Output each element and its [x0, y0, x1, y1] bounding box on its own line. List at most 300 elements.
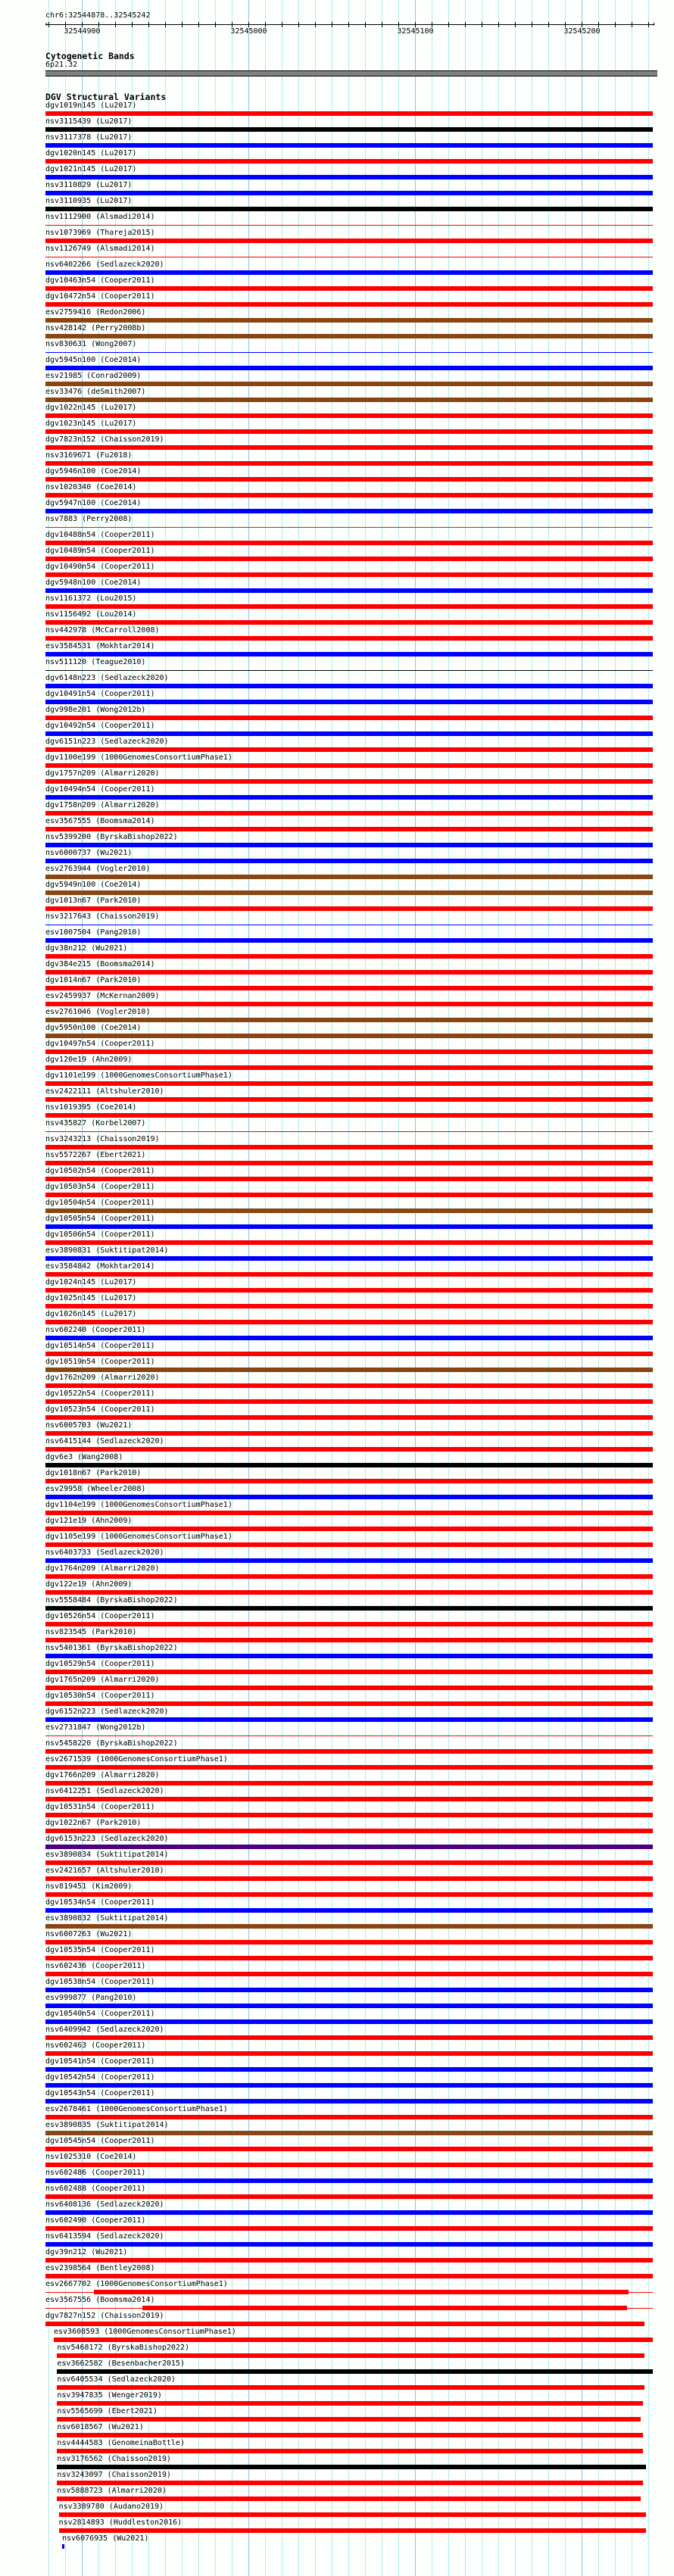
ruler-tick-label: 32545200	[563, 27, 601, 36]
variant-bar[interactable]	[45, 1161, 653, 1165]
variant-bar[interactable]	[45, 1368, 653, 1372]
variant-bar[interactable]	[45, 1654, 653, 1658]
variant-label: nsv7883 (Perry2008)	[45, 515, 133, 523]
variant-label: dgv120e19 (Ahn2009)	[45, 1056, 133, 1064]
variant-bar[interactable]	[45, 1131, 653, 1132]
variant-label: dgv1026n145 (Lu2017)	[45, 1310, 137, 1318]
variant-bar[interactable]	[59, 2512, 646, 2517]
variant-bar[interactable]	[94, 2290, 629, 2294]
variant-label: nsv3389780 (Audano2019)	[58, 2503, 164, 2511]
variant-label: dgv10504n54 (Cooper2011)	[45, 1199, 155, 1207]
ruler-tick	[348, 22, 349, 27]
ruler-tick	[132, 22, 133, 27]
variant-label: nsv1073969 (Thareja2015)	[45, 229, 155, 237]
variant-bar[interactable]	[45, 1527, 653, 1531]
variant-bar[interactable]	[45, 175, 653, 179]
variant-label: nsv1161372 (Lou2015)	[45, 594, 137, 603]
variant-label: nsv602240 (Cooper2011)	[45, 1326, 146, 1334]
variant-bar[interactable]	[45, 2242, 653, 2247]
variant-label: dgv1758n209 (Almarri2020)	[45, 801, 160, 809]
ruler-tick	[198, 22, 199, 27]
variant-label: nsv1020340 (Coe2014)	[45, 483, 137, 491]
variant-bar[interactable]	[57, 2417, 641, 2422]
variant-label: esv3584531 (Mokhtar2014)	[45, 642, 155, 650]
variant-bar[interactable]	[45, 2274, 653, 2278]
variant-bar[interactable]	[45, 2099, 653, 2104]
variant-label: nsv3217643 (Chaisson2019)	[45, 912, 160, 921]
variant-label: nsv602436 (Cooper2011)	[45, 1962, 146, 1970]
variant-label: dgv1023n145 (Lu2017)	[45, 419, 137, 428]
variant-bar[interactable]	[45, 1193, 653, 1197]
variant-label: nsv6402266 (Sedlazeck2020)	[45, 260, 164, 269]
variant-bar[interactable]	[45, 572, 653, 577]
variant-bar[interactable]	[45, 700, 653, 704]
variant-bar[interactable]	[45, 1256, 653, 1261]
variant-label: dgv10522n54 (Cooper2011)	[45, 1389, 155, 1398]
variant-bar[interactable]	[45, 541, 653, 545]
ruler-tick	[415, 22, 416, 27]
variant-label: nsv5468172 (ByrskaBishop2022)	[57, 2344, 189, 2352]
variant-bar[interactable]	[45, 527, 653, 528]
variant-bar[interactable]	[45, 1495, 653, 1499]
variant-label: esv2421657 (Altshuler2010)	[45, 1867, 164, 1875]
variant-bar[interactable]	[45, 588, 653, 593]
ruler-tick	[565, 22, 566, 27]
variant-label: esv3890835 (Suktitipat2014)	[45, 2121, 169, 2129]
variant-label: nsv1126749 (Alsmadi2014)	[45, 245, 155, 253]
variant-label: nsv5888723 (Almarri2020)	[57, 2487, 167, 2495]
variant-bar[interactable]	[45, 382, 653, 386]
variant-label: dgv5949n100 (Coe2014)	[45, 881, 142, 889]
variant-bar[interactable]	[45, 2163, 653, 2167]
variant-label: dgv1024n145 (Lu2017)	[45, 1278, 137, 1286]
variant-bar[interactable]	[45, 1018, 653, 1022]
variant-label: nsv442978 (McCarroll2008)	[45, 626, 160, 635]
variant-label: nsv1019395 (Coe2014)	[45, 1103, 137, 1112]
variant-label: dgv10489n54 (Cooper2011)	[45, 547, 155, 555]
variant-bar[interactable]	[45, 938, 653, 943]
variant-bar[interactable]	[45, 1113, 653, 1118]
variant-label: nsv602486 (Cooper2011)	[45, 2169, 146, 2177]
location-label: chr6:32544878..32545242	[45, 11, 151, 20]
variant-label: nsv602488 (Cooper2011)	[45, 2185, 146, 2193]
variant-bar[interactable]	[57, 2385, 644, 2390]
variant-bar[interactable]	[45, 111, 653, 116]
variant-bar[interactable]	[45, 2115, 653, 2119]
variant-label: dgv122e19 (Ahn2009)	[45, 1580, 133, 1589]
variant-label: nsv3176562 (Chaisson2019)	[57, 2455, 171, 2463]
variant-label: dgv10530n54 (Cooper2011)	[45, 1692, 155, 1700]
variant-label: nsv435827 (Korbel2007)	[45, 1119, 146, 1127]
variant-bar[interactable]	[45, 1399, 653, 1404]
variant-label: dgv10506n54 (Cooper2011)	[45, 1230, 155, 1239]
variant-label: nsv1025310 (Coe2014)	[45, 2153, 137, 2161]
variant-bar[interactable]	[45, 1352, 653, 1356]
variant-bar[interactable]	[45, 620, 653, 625]
variant-label: nsv3243097 (Chaisson2019)	[57, 2471, 171, 2479]
variant-label: dgv1025n145 (Lu2017)	[45, 1294, 137, 1302]
variant-bar[interactable]	[57, 2496, 641, 2501]
variant-bar[interactable]	[45, 239, 653, 243]
variant-label: dgv1021n145 (Lu2017)	[45, 165, 137, 173]
variant-bar[interactable]	[45, 207, 653, 211]
variant-bar[interactable]	[45, 1590, 653, 1595]
variant-label: nsv6413594 (Sedlazeck2020)	[45, 2232, 164, 2241]
variant-bar[interactable]	[45, 1415, 653, 1420]
ruler-tick	[465, 22, 466, 27]
variant-bar[interactable]	[45, 827, 653, 831]
variant-bar[interactable]	[45, 2131, 653, 2135]
ruler-tick	[82, 22, 83, 27]
variant-label: dgv10534n54 (Cooper2011)	[45, 1898, 155, 1907]
variant-bar[interactable]	[45, 1686, 653, 1690]
variant-bar[interactable]	[45, 1924, 653, 1929]
variant-bar[interactable]	[45, 1511, 653, 1515]
variant-label: dgv5945n100 (Coe2014)	[45, 356, 142, 364]
ruler-tick	[615, 22, 616, 27]
variant-label: dgv1766n209 (Almarri2020)	[45, 1771, 160, 1779]
variant-bar[interactable]	[45, 1988, 653, 1992]
variant-bar[interactable]	[45, 1876, 653, 1881]
variant-label: esv3608593 (1000GenomesConsortiumPhase1)	[54, 2328, 236, 2336]
variant-bar[interactable]	[45, 127, 653, 132]
ruler-tick	[648, 22, 649, 27]
variant-bar[interactable]	[45, 779, 653, 784]
variant-bar[interactable]	[54, 2337, 653, 2342]
variant-bar[interactable]	[45, 1288, 653, 1293]
variant-label: dgv6151n223 (Sedlazeck2020)	[45, 738, 169, 746]
variant-label: esv2678461 (1000GenomesConsortiumPhase1)	[45, 2105, 228, 2113]
variant-bar[interactable]	[45, 1749, 653, 1754]
variant-bar[interactable]	[45, 1860, 653, 1865]
variant-bar[interactable]	[45, 270, 653, 275]
variant-bar[interactable]	[45, 906, 653, 911]
variant-bar[interactable]	[57, 2353, 644, 2358]
variant-label: dgv5948n100 (Coe2014)	[45, 579, 142, 587]
variant-bar[interactable]	[45, 143, 653, 148]
variant-bar[interactable]	[45, 1479, 653, 1483]
variant-label: esv2422111 (Altshuler2010)	[45, 1087, 164, 1096]
variant-bar[interactable]	[45, 636, 653, 641]
variant-label: nsv3110829 (Lu2017)	[45, 181, 133, 189]
variant-bar[interactable]	[45, 477, 653, 482]
variant-bar[interactable]	[45, 1240, 653, 1245]
variant-bar[interactable]	[45, 398, 653, 402]
variant-bar[interactable]	[142, 2306, 627, 2310]
variant-bar[interactable]	[45, 1717, 653, 1722]
ruler-tick	[148, 22, 149, 27]
variant-bar[interactable]	[45, 1781, 653, 1785]
variant-label: dgv10529n54 (Cooper2011)	[45, 1660, 155, 1668]
ruler-tick	[548, 22, 549, 27]
variant-bar[interactable]	[45, 1765, 653, 1770]
variant-label: nsv3243213 (Chaisson2019)	[45, 1135, 160, 1143]
variant-label: nsv6403733 (Sedlazeck2020)	[45, 1548, 164, 1557]
variant-label: dgv1764n209 (Almarri2020)	[45, 1564, 160, 1573]
variant-label: esv3890832 (Suktitipat2014)	[45, 1914, 169, 1923]
variant-bar[interactable]	[45, 1145, 653, 1149]
variant-bar[interactable]	[45, 461, 653, 466]
variant-bar[interactable]	[45, 1908, 653, 1913]
variant-label: esv2671539 (1000GenomesConsortiumPhase1)	[45, 1755, 228, 1764]
variant-bar[interactable]	[45, 731, 653, 736]
variant-bar[interactable]	[45, 970, 653, 975]
variant-bar[interactable]	[45, 1558, 653, 1563]
variant-bar[interactable]	[45, 429, 653, 434]
variant-bar[interactable]	[59, 2528, 646, 2533]
variant-bar[interactable]	[45, 1813, 653, 1817]
variant-bar[interactable]	[45, 954, 653, 959]
ruler-tick	[48, 22, 49, 27]
variant-label: nsv6415144 (Sedlazeck2020)	[45, 1437, 164, 1445]
variant-bar[interactable]	[45, 2226, 653, 2231]
variant-label: nsv830631 (Wong2007)	[45, 340, 137, 348]
variant-label: dgv10542n54 (Cooper2011)	[45, 2073, 155, 2082]
variant-bar[interactable]	[45, 1940, 653, 1944]
variant-label: dgv1757n209 (Almarri2020)	[45, 769, 160, 778]
variant-bar[interactable]	[45, 1829, 653, 1833]
variant-bar[interactable]	[57, 2449, 642, 2453]
variant-label: dgv5950n100 (Coe2014)	[45, 1024, 142, 1032]
ruler-tick	[115, 22, 116, 27]
variant-bar[interactable]	[45, 1034, 653, 1038]
variant-bar[interactable]	[57, 2481, 642, 2485]
ruler-tick	[498, 22, 499, 27]
variant-bar[interactable]	[45, 1956, 653, 1960]
variant-label: esv2759416 (Redon2006)	[45, 308, 146, 317]
variant-bar[interactable]	[45, 763, 653, 768]
variant-label: nsv3169671 (Fu2018)	[45, 451, 133, 460]
variant-bar[interactable]	[45, 684, 653, 688]
variant-bar[interactable]	[45, 1670, 653, 1674]
variant-label: dgv10514n54 (Cooper2011)	[45, 1342, 155, 1350]
variant-bar[interactable]	[45, 1097, 653, 1102]
variant-bar[interactable]	[45, 2067, 653, 2072]
ruler-tick	[598, 22, 599, 27]
variant-label: nsv602463 (Cooper2011)	[45, 2041, 146, 2050]
variant-label: esv2459937 (McKernan2009)	[45, 992, 160, 1000]
variant-bar[interactable]	[45, 859, 653, 863]
variant-bar[interactable]	[45, 352, 653, 353]
variant-label: esv1007504 (Pang2010)	[45, 928, 142, 937]
variant-label: esv2761046 (Vogler2010)	[45, 1008, 151, 1016]
scroll-right-arrow-icon[interactable]: ›	[651, 19, 657, 29]
variant-bar[interactable]	[45, 413, 653, 418]
variant-label: dgv10503n54 (Cooper2011)	[45, 1183, 155, 1191]
variant-bar[interactable]	[57, 2369, 652, 2374]
variant-label: dgv10531n54 (Cooper2011)	[45, 1803, 155, 1811]
ruler-tick-label: 32544900	[64, 27, 101, 36]
variant-bar[interactable]	[45, 716, 653, 720]
variant-bar[interactable]	[45, 366, 653, 370]
variant-label: dgv6148n223 (Sedlazeck2020)	[45, 674, 169, 682]
scroll-left-arrow-icon[interactable]: ‹	[44, 19, 49, 29]
variant-bar[interactable]	[45, 302, 653, 307]
variant-bar[interactable]	[45, 445, 653, 450]
variant-bar[interactable]	[45, 2178, 653, 2183]
variant-label: nsv2814893 (Huddleston2016)	[58, 2518, 183, 2527]
variant-label: nsv3117378 (Lu2017)	[45, 133, 133, 142]
dgv-track-title: DGV Structural Variants	[45, 92, 167, 102]
variant-bar[interactable]	[45, 1049, 653, 1054]
variant-bar[interactable]	[45, 1208, 653, 1213]
variant-bar[interactable]	[45, 2147, 653, 2151]
variant-bar[interactable]	[45, 1431, 653, 1436]
variant-bar[interactable]	[45, 225, 653, 226]
variant-label: nsv3115439 (Lu2017)	[45, 117, 133, 126]
variant-bar[interactable]	[45, 875, 653, 879]
variant-label: nsv6076935 (Wu2021)	[62, 2534, 149, 2543]
variant-label: dgv10494n54 (Cooper2011)	[45, 785, 155, 794]
variant-label: nsv5458220 (ByrskaBishop2022)	[45, 1739, 178, 1748]
variant-bar[interactable]	[45, 286, 653, 291]
variant-bar[interactable]	[45, 1797, 653, 1801]
variant-bar[interactable]	[45, 843, 653, 847]
variant-label: dgv10543n54 (Cooper2011)	[45, 2089, 155, 2097]
variant-label: dgv10497n54 (Cooper2011)	[45, 1040, 155, 1048]
variant-bar[interactable]	[57, 2433, 642, 2437]
variant-bar[interactable]	[45, 670, 653, 671]
variant-bar[interactable]	[45, 1177, 653, 1181]
ruler-tick	[515, 22, 516, 27]
variant-label: esv2398564 (Bentley2008)	[45, 2264, 155, 2272]
variant-label: esv999877 (Pang2010)	[45, 1994, 137, 2002]
variant-label: nsv5572267 (Ebert2021)	[45, 1151, 146, 1159]
ruler-tick-label: 32545100	[397, 27, 434, 36]
variant-label: nsv5565699 (Ebert2021)	[57, 2407, 158, 2415]
variant-bar[interactable]	[45, 1638, 653, 1642]
variant-bar[interactable]	[45, 509, 653, 513]
variant-bar[interactable]	[45, 2083, 653, 2088]
variant-bar[interactable]	[45, 1304, 653, 1308]
variant-label: dgv10502n54 (Cooper2011)	[45, 1167, 155, 1175]
variant-label: dgv38n212 (Wu2021)	[45, 944, 128, 953]
variant-label: dgv1104e199 (1000GenomesConsortiumPhase1)	[45, 1501, 232, 1509]
variant-label: nsv6405534 (Sedlazeck2020)	[57, 2375, 176, 2384]
variant-bar[interactable]	[45, 2258, 653, 2263]
variant-label: dgv10540n54 (Cooper2011)	[45, 2010, 155, 2018]
variant-label: dgv10523n54 (Cooper2011)	[45, 1405, 155, 1414]
variant-label: dgv1101e199 (1000GenomesConsortiumPhase1)	[45, 1071, 232, 1080]
ruler-tick	[215, 22, 216, 27]
variant-bar[interactable]	[45, 334, 653, 338]
variant-label: nsv3947835 (Wenger2019)	[57, 2391, 162, 2400]
variant-label: nsv1156492 (Lou2014)	[45, 610, 137, 619]
variant-bar[interactable]	[45, 795, 653, 800]
variant-bar[interactable]	[45, 1447, 653, 1452]
variant-label: esv3567555 (Boomsma2014)	[45, 817, 155, 825]
variant-label: dgv7823n152 (Chaisson2019)	[45, 435, 164, 444]
variant-label: nsv6007263 (Wu2021)	[45, 1930, 133, 1938]
variant-bar[interactable]	[45, 1542, 653, 1547]
variant-bar[interactable]	[45, 604, 653, 609]
variant-bar[interactable]	[45, 1622, 653, 1626]
cytoband-label: 6p21.32	[45, 61, 78, 69]
variant-label: esv3584842 (Mokhtar2014)	[45, 1262, 155, 1271]
variant-bar[interactable]	[45, 191, 653, 195]
variant-bar[interactable]	[57, 2401, 642, 2406]
variant-label: dgv10463n54 (Cooper2011)	[45, 276, 155, 285]
variant-bar[interactable]	[45, 652, 653, 656]
variant-bar[interactable]	[45, 1574, 653, 1579]
variant-bar[interactable]	[45, 2004, 653, 2008]
variant-bar[interactable]	[45, 1845, 653, 1849]
cytoband-bar[interactable]	[45, 70, 657, 76]
variant-label: dgv1022n67 (Park2010)	[45, 1819, 142, 1827]
variant-bar[interactable]	[45, 890, 653, 895]
variant-bar[interactable]	[45, 2035, 653, 2040]
variant-bar[interactable]	[62, 2544, 64, 2549]
variant-label: dgv10490n54 (Cooper2011)	[45, 563, 155, 571]
ruler-tick	[398, 22, 399, 27]
variant-label: nsv6409942 (Sedlazeck2020)	[45, 2026, 164, 2034]
variant-label: nsv6408136 (Sedlazeck2020)	[45, 2200, 164, 2209]
variant-bar[interactable]	[45, 1272, 653, 1277]
variant-bar[interactable]	[45, 1002, 653, 1006]
variant-label: dgv10538n54 (Cooper2011)	[45, 1978, 155, 1986]
variant-label: nsv1112900 (Alsmadi2014)	[45, 213, 155, 221]
variant-bar[interactable]	[45, 2051, 653, 2056]
ruler-line	[45, 24, 654, 25]
variant-bar[interactable]	[57, 2465, 646, 2469]
variant-label: dgv10526n54 (Cooper2011)	[45, 1612, 155, 1620]
variant-bar[interactable]	[45, 1320, 653, 1324]
variant-label: nsv428142 (Perry2008b)	[45, 324, 146, 332]
variant-bar[interactable]	[45, 2322, 644, 2326]
variant-bar[interactable]	[45, 2019, 653, 2024]
variant-label: dgv384e215 (Boomsma2014)	[45, 960, 155, 968]
ruler-tick	[448, 22, 449, 27]
variant-label: esv3890831 (Suktitipat2014)	[45, 1246, 169, 1255]
variant-bar[interactable]	[45, 1336, 653, 1340]
variant-label: nsv6412251 (Sedlazeck2020)	[45, 1787, 164, 1795]
variant-bar[interactable]	[45, 1224, 653, 1229]
variant-label: dgv1018n67 (Park2010)	[45, 1469, 142, 1477]
variant-label: esv3890834 (Suktitipat2014)	[45, 1851, 169, 1859]
variant-bar[interactable]	[45, 1606, 653, 1611]
variant-bar[interactable]	[45, 1065, 653, 1070]
variant-bar[interactable]	[45, 493, 653, 497]
variant-bar[interactable]	[45, 159, 653, 164]
variant-bar[interactable]	[45, 811, 653, 816]
variant-label: esv3662582 (Besenbacher2015)	[57, 2359, 185, 2368]
variant-bar[interactable]	[45, 2210, 653, 2215]
variant-bar[interactable]	[45, 1463, 653, 1467]
ruler-tick	[65, 22, 66, 27]
variant-bar[interactable]	[45, 1972, 653, 1976]
variant-bar[interactable]	[45, 747, 653, 752]
variant-bar[interactable]	[45, 557, 653, 561]
variant-label: esv2731847 (Wong2012b)	[45, 1723, 146, 1732]
variant-bar[interactable]	[45, 1701, 653, 1706]
variant-label: dgv10519n54 (Cooper2011)	[45, 1358, 155, 1366]
variant-bar[interactable]	[45, 2194, 653, 2199]
variant-label: dgv6152n223 (Sedlazeck2020)	[45, 1707, 169, 1716]
variant-bar[interactable]	[45, 986, 653, 990]
variant-label: dgv1014n67 (Park2010)	[45, 976, 142, 984]
variant-label: esv33476 (deSmith2007)	[45, 388, 146, 396]
variant-bar[interactable]	[45, 1081, 653, 1086]
ruler-tick	[298, 22, 299, 27]
variant-bar[interactable]	[45, 1892, 653, 1897]
variant-label: nsv5558484 (ByrskaBishop2022)	[45, 1596, 178, 1605]
variant-label: dgv10541n54 (Cooper2011)	[45, 2057, 155, 2066]
variant-bar[interactable]	[45, 318, 653, 323]
variant-label: dgv6153n223 (Sedlazeck2020)	[45, 1835, 169, 1843]
variant-label: esv3567556 (Boomsma2014)	[45, 2296, 155, 2304]
variant-label: nsv4444583 (GenomeinaBottle)	[57, 2439, 185, 2447]
variant-bar[interactable]	[45, 1383, 653, 1388]
